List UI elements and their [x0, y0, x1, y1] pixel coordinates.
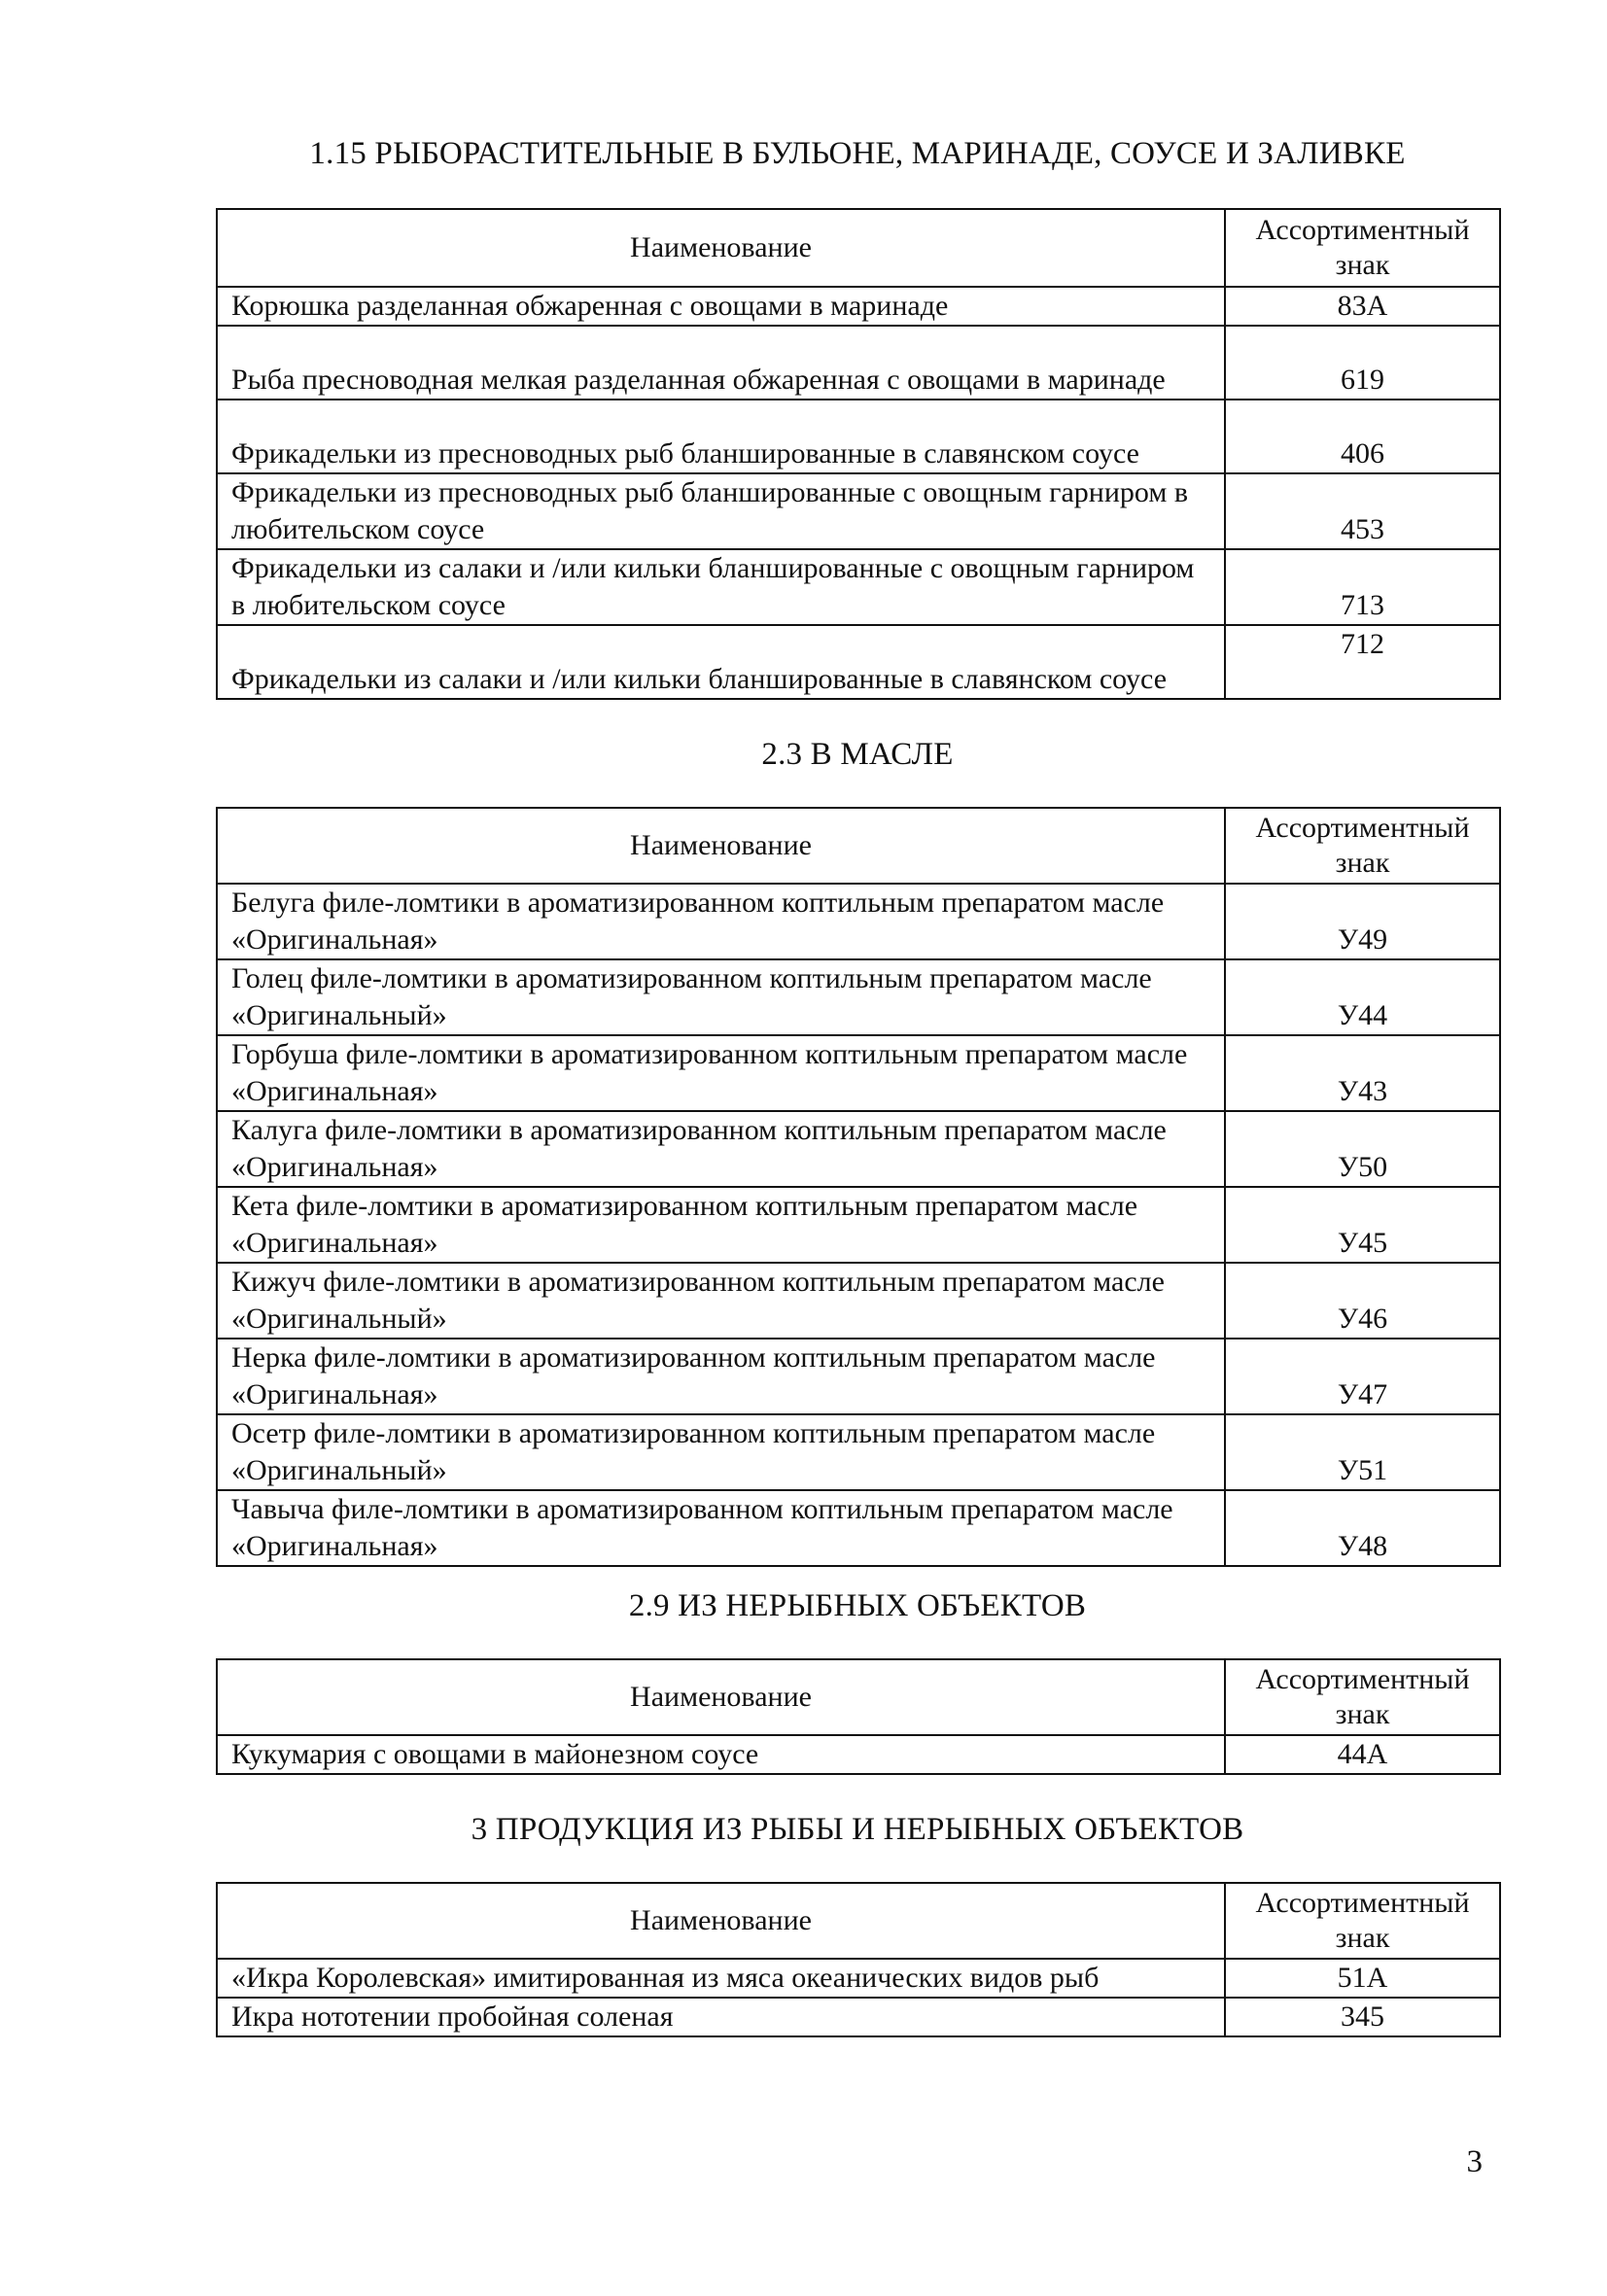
section-title: 3 ПРОДУКЦИЯ ИЗ РЫБЫ И НЕРЫБНЫХ ОБЪЕКТОВ [471, 1812, 1244, 1847]
row-name: Фрикадельки из салаки и /или кильки бланшированные с овощным гарниром в любительском соусе [217, 549, 1225, 625]
row-name: Осетр филе-ломтики в ароматизированном коптильным препаратом масле «Оригинальный» [217, 1414, 1225, 1490]
header-code: Ассортиментный знак [1225, 1883, 1500, 1959]
assortment-table [216, 1882, 1501, 2037]
row-code: 712 [1225, 625, 1500, 699]
row-name: «Икра Королевская» имитированная из мяса океанических видов рыб [217, 1959, 1225, 1998]
section-3 [216, 1810, 1499, 2037]
row-code: 51А [1225, 1959, 1500, 1998]
row-code: 406 [1225, 400, 1500, 473]
row-name: Нерка филе-ломтики в ароматизированном коптильным препаратом масле «Оригинальная» [217, 1339, 1225, 1414]
row-name: Фрикадельки из пресноводных рыб бланшированные в славянском соусе [217, 400, 1225, 473]
row-name: Фрикадельки из салаки и /или кильки бланшированные в славянском соусе [217, 625, 1225, 699]
section-2-3 [216, 735, 1499, 1567]
row-name: Кукумария с овощами в майонезном соусе [217, 1735, 1225, 1774]
row-code: У45 [1225, 1187, 1500, 1263]
row-code: У48 [1225, 1490, 1500, 1566]
row-name: Горбуша филе-ломтики в ароматизированном коптильным препаратом масле «Оригинальная» [217, 1035, 1225, 1111]
row-code: 83А [1225, 287, 1500, 326]
row-name: Корюшка разделанная обжаренная с овощами в маринаде [217, 287, 1225, 326]
row-code: 713 [1225, 549, 1500, 625]
header-code: Ассортиментный знак [1225, 808, 1500, 884]
row-code: У51 [1225, 1414, 1500, 1490]
row-code: 453 [1225, 473, 1500, 549]
row-name: Белуга филе-ломтики в ароматизированном коптильным препаратом масле «Оригинальная» [217, 884, 1225, 959]
row-code: У49 [1225, 884, 1500, 959]
header-code: Ассортиментный знак [1225, 209, 1500, 287]
row-name: Рыба пресноводная мелкая разделанная обжаренная с овощами в маринаде [217, 326, 1225, 400]
section-title: 1.15 РЫБОРАСТИТЕЛЬНЫЕ В БУЛЬОНЕ, МАРИНАДЕ, СОУСЕ И ЗАЛИВКЕ [309, 136, 1406, 171]
row-name: Фрикадельки из пресноводных рыб бланшированные с овощным гарниром в любительском соусе [217, 473, 1225, 549]
section-2-9 [216, 1586, 1499, 1775]
row-name: Кижуч филе-ломтики в ароматизированном коптильным препаратом масле «Оригинальный» [217, 1263, 1225, 1339]
header-name: Наименование [217, 1659, 1225, 1735]
assortment-table [216, 208, 1501, 700]
section-1-15 [216, 134, 1499, 700]
assortment-table [216, 1658, 1501, 1775]
row-code: У46 [1225, 1263, 1500, 1339]
header-name: Наименование [217, 808, 1225, 884]
row-name: Кета филе-ломтики в ароматизированном коптильным препаратом масле «Оригинальная» [217, 1187, 1225, 1263]
row-name: Чавыча филе-ломтики в ароматизированном коптильным препаратом масле «Оригинальная» [217, 1490, 1225, 1566]
assortment-table [216, 807, 1501, 1567]
header-name: Наименование [217, 1883, 1225, 1959]
row-code: У50 [1225, 1111, 1500, 1187]
row-code: 44А [1225, 1735, 1500, 1774]
row-name: Калуга филе-ломтики в ароматизированном коптильным препаратом масле «Оригинальная» [217, 1111, 1225, 1187]
header-code: Ассортиментный знак [1225, 1659, 1500, 1735]
section-title: 2.3 В МАСЛЕ [761, 737, 954, 772]
page-number: 3 [1466, 2144, 1483, 2179]
header-name: Наименование [217, 209, 1225, 287]
row-code: У44 [1225, 959, 1500, 1035]
section-title: 2.9 ИЗ НЕРЫБНЫХ ОБЪЕКТОВ [628, 1588, 1087, 1623]
row-code: У47 [1225, 1339, 1500, 1414]
row-code: 619 [1225, 326, 1500, 400]
row-code: У43 [1225, 1035, 1500, 1111]
row-code: 345 [1225, 1998, 1500, 2036]
row-name: Икра нототении пробойная соленая [217, 1998, 1225, 2036]
row-name: Голец филе-ломтики в ароматизированном коптильным препаратом масле «Оригинальный» [217, 959, 1225, 1035]
